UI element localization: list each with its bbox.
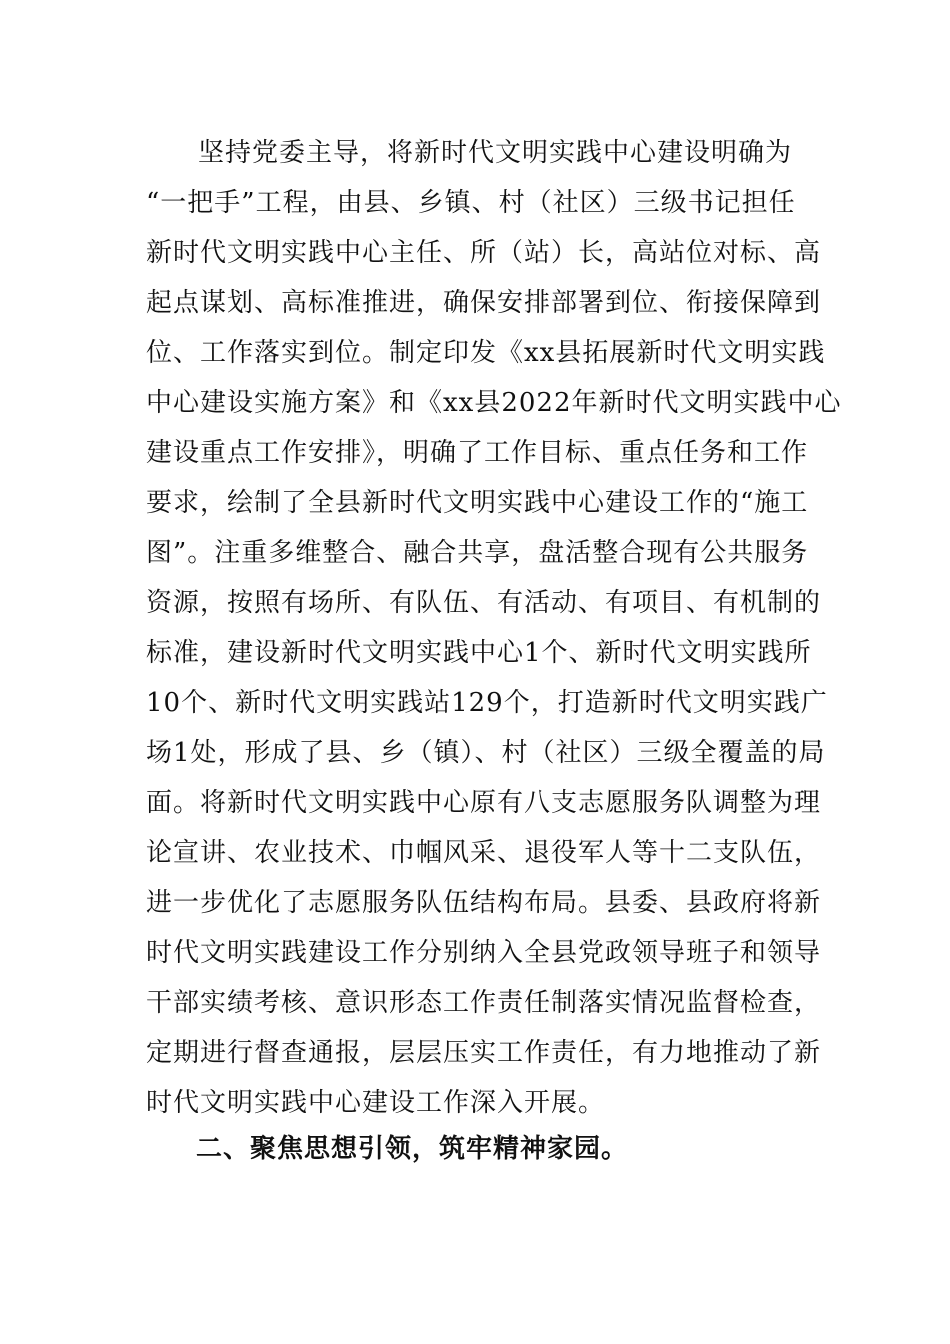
paragraph-line: 坚持党委主导，将新时代文明实践中心建设明确为 [198, 138, 793, 168]
paragraph-line: “一把手”工程，由县、乡镇、村（社区）三级书记担任 [146, 188, 796, 218]
paragraph-line: 时代文明实践中心建设工作深入开展。 [146, 1088, 606, 1118]
paragraph-line: 论宣讲、农业技术、巾帼风采、退役军人等十二支队伍， [146, 838, 822, 868]
paragraph-line: 时代文明实践建设工作分别纳入全县党政领导班子和领导 [146, 938, 822, 968]
paragraph-line: 位、工作落实到位。制定印发《xx县拓展新时代文明实践 [146, 338, 826, 368]
paragraph-line: 要求，绘制了全县新时代文明实践中心建设工作的“施工 [146, 488, 809, 518]
paragraph-line: 场1处，形成了县、乡（镇）、村（社区）三级全覆盖的局 [146, 738, 826, 768]
paragraph-line: 新时代文明实践中心主任、所（站）长，高站位对标、高 [146, 238, 822, 268]
paragraph-line: 进一步优化了志愿服务队伍结构布局。县委、县政府将新 [146, 888, 822, 918]
paragraph-line: 干部实绩考核、意识形态工作责任制落实情况监督检查， [146, 988, 822, 1018]
paragraph-line: 图”。注重多维整合、融合共享，盘活整合现有公共服务 [146, 538, 809, 568]
paragraph-line: 资源，按照有场所、有队伍、有活动、有项目、有机制的 [146, 588, 822, 618]
paragraph-line: 建设重点工作安排》，明确了工作目标、重点任务和工作 [146, 438, 809, 468]
paragraph-line: 定期进行督查通报，层层压实工作责任，有力地推动了新 [146, 1038, 822, 1068]
section-heading: 二、聚焦思想引领，筑牢精神家园。 [196, 1134, 629, 1164]
paragraph-line: 10个、新时代文明实践站129个，打造新时代文明实践广 [146, 688, 828, 718]
paragraph-line: 标准，建设新时代文明实践中心1个、新时代文明实践所 [146, 638, 812, 668]
body-paragraph [146, 128, 842, 1128]
paragraph-line: 中心建设实施方案》和《xx县2022年新时代文明实践中心 [146, 388, 842, 418]
paragraph-line: 面。将新时代文明实践中心原有八支志愿服务队调整为理 [146, 788, 822, 818]
paragraph-line: 起点谋划、高标准推进，确保安排部署到位、衔接保障到 [146, 288, 822, 318]
